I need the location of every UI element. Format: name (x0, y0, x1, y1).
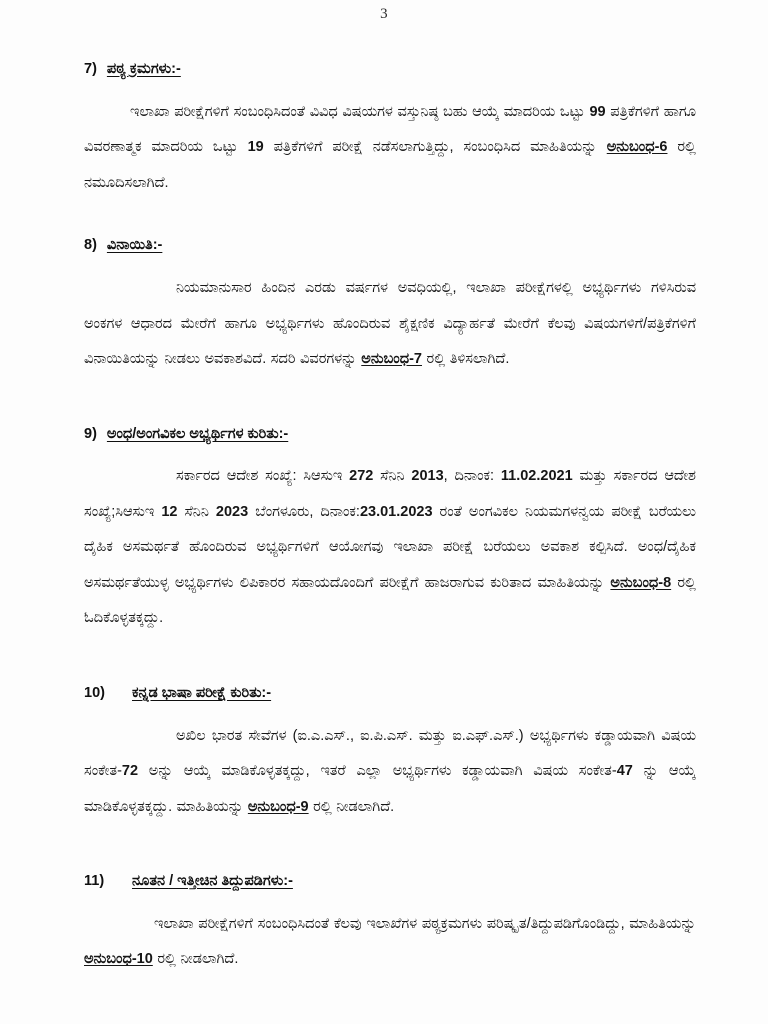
annexure-reference: ಅನುಬಂಧ-7 (361, 351, 422, 368)
annexure-reference: ಅನುಬಂಧ-8 (610, 574, 672, 591)
inline-number: 2023 (215, 503, 249, 520)
section-7-title: ಪಠ್ಯ ಕ್ರಮಗಳು:- (106, 61, 181, 77)
section-7-paragraph: ಇಲಾಖಾ ಪರೀಕ್ಷೆಗಳಿಗೆ ಸಂಬಂಧಿಸಿದಂತೆ ವಿವಿಧ ವಿಷಯಗಳ ವಸ್ತುನಿಷ್ಠ ಬಹು ಆಯ್ಕೆ ಮಾದರಿಯ ಒಟ್ಟು 99 ಪತ್ರಿಕೆಗಳಿಗೆ ಹಾಗೂ ವಿವರಣಾತ್ಮಕ ಮಾದರಿಯ ಒಟ್ಟು 19 ಪತ್ರಿಕೆಗಳಿಗೆ ಪರೀಕ್ಷೆ ನಡೆಸಲಾಗುತ್ತಿದ್ದು, ಸಂಬಂಧಿಸಿದ ಮಾಹಿತಿಯನ್ನು ಅನುಬಂಧ-6 ರಲ್ಲಿ ನಮೂದಿಸಲಾಗಿದೆ. (84, 103, 697, 191)
section-7 (84, 59, 696, 201)
annexure-reference: ಅನುಬಂಧ-6 (606, 139, 668, 156)
section-9 (84, 424, 696, 637)
section-10-title: ಕನ್ನಡ ಭಾಷಾ ಪರೀಕ್ಷೆ ಕುರಿತು:- (132, 684, 272, 701)
inline-number: 23.01.2023 (359, 503, 433, 520)
document-body (0, 23, 768, 978)
inline-number: 11.02.2021 (500, 468, 573, 485)
inline-number: 12 (161, 503, 178, 520)
section-11-heading (84, 871, 696, 893)
section-10-paragraph: ಅಖಿಲ ಭಾರತ ಸೇವೆಗಳ (ಐ.ಎ.ಎಸ್., ಐ.ಪಿ.ಎಸ್. ಮತ್ತು ಐ.ಎಫ್.ಎಸ್.) ಅಭ್ಯರ್ಥಿಗಳು ಕಡ್ಡಾಯವಾಗಿ ವಿಷಯ ಸಂಕೇತ-72 ಅನ್ನು ಆಯ್ಕೆ ಮಾಡಿಕೊಳ್ಳತಕ್ಕದ್ದು, ಇತರೆ ಎಲ್ಲಾ ಅಭ್ಯರ್ಥಿಗಳು ಕಡ್ಡಾಯವಾಗಿ ವಿಷಯ ಸಂಕೇತ-47 ನ್ನು ಆಯ್ಕೆ ಮಾಡಿಕೊಳ್ಳತಕ್ಕದ್ದು. ಮಾಹಿತಿಯನ್ನು ಅನುಬಂಧ-9 ರಲ್ಲಿ ನೀಡಲಾಗಿದೆ. (84, 727, 696, 815)
section-10-heading (84, 683, 696, 705)
page-number: 3 (380, 6, 388, 22)
inline-number: 272 (349, 468, 374, 485)
section-9-title: ಅಂಧ/ಅಂಗವಿಕಲ ಅಭ್ಯರ್ಥಿಗಳ ಕುರಿತು:- (106, 425, 289, 442)
section-10 (84, 683, 696, 825)
section-11-paragraph: ಇಲಾಖಾ ಪರೀಕ್ಷೆಗಳಿಗೆ ಸಂಬಂಧಿಸಿದಂತೆ ಕೆಲವು ಇಲಾಖೆಗಳ ಪಠ್ಯಕ್ರಮಗಳು ಪರಿಷ್ಕೃತ/ತಿದ್ದುಪಡಿಗೊಂಡಿದ್ದು, ಮಾಹಿತಿಯನ್ನು ಅನುಬಂಧ-10 ರಲ್ಲಿ ನೀಡಲಾಗಿದೆ. (84, 915, 696, 968)
section-8-number: 8) (84, 237, 97, 254)
section-8-title: ವಿನಾಯಿತಿ:- (106, 237, 163, 254)
inline-number: 99 (589, 103, 606, 120)
inline-number: 47 (616, 763, 633, 780)
section-7-heading (84, 59, 696, 81)
section-8-paragraph: ನಿಯಮಾನುಸಾರ ಹಿಂದಿನ ಎರಡು ವರ್ಷಗಳ ಅವಧಿಯಲ್ಲಿ, ಇಲಾಖಾ ಪರೀಕ್ಷೆಗಳಲ್ಲಿ ಅಭ್ಯರ್ಥಿಗಳು ಗಳಿಸಿರುವ ಅಂಕಗಳ ಆಧಾರದ ಮೇರೆಗೆ ಹಾಗೂ ಅಭ್ಯರ್ಥಿಗಳು ಹೊಂದಿರುವ ಶೈಕ್ಷಣಿಕ ವಿದ್ಯಾರ್ಹತೆ ಮೇರೆಗೆ ಕೆಲವು ವಿಷಯಗಳಿಗೆ/ಪತ್ರಿಕೆಗಳಿಗೆ ವಿನಾಯಿತಿಯನ್ನು ನೀಡಲು ಅವಕಾಶವಿದೆ. ಸದರಿ ವಿವರಗಳನ್ನು ಅನುಬಂಧ-7 ರಲ್ಲಿ ತಿಳಿಸಲಾಗಿದೆ. (84, 280, 696, 368)
inline-number: 72 (121, 763, 139, 780)
annexure-reference: ಅನುಬಂಧ-9 (247, 798, 309, 815)
annexure-reference: ಅನುಬಂಧ-10 (84, 951, 153, 968)
section-11 (84, 871, 696, 978)
section-9-paragraph: ಸರ್ಕಾರದ ಆದೇಶ ಸಂಖ್ಯೆ: ಸಿಆಸುಇ 272 ಸೆನಿನಿ 2013, ದಿನಾಂಕ: 11.02.2021 ಮತ್ತು ಸರ್ಕಾರದ ಆದೇಶ ಸಂಖ್ಯೆ;ಸಿಆಸುಇ 12 ಸೆನಿನಿ 2023 ಬೆಂಗಳೂರು, ದಿನಾಂಕ:23.01.2023 ರಂತೆ ಅಂಗವಿಕಲ ನಿಯಮಗಳನ್ವಯ ಪರೀಕ್ಷೆ ಬರೆಯಲು ದೈಹಿಕ ಅಸಮರ್ಥತೆ ಹೊಂದಿರುವ ಅಭ್ಯರ್ಥಿಗಳಿಗೆ ಆಯೋಗವು ಇಲಾಖಾ ಪರೀಕ್ಷೆ ಬರೆಯಲು ಅವಕಾಶ ಕಲ್ಪಿಸಿದೆ. ಅಂಧ/ದೈಹಿಕ ಅಸಮರ್ಥತೆಯುಳ್ಳ ಅಭ್ಯರ್ಥಿಗಳು ಲಿಪಿಕಾರರ ಸಹಾಯದೊಂದಿಗೆ ಪರೀಕ್ಷೆಗೆ ಹಾಜರಾಗುವ ಕುರಿತಾದ ಮಾಹಿತಿಯನ್ನು ಅನುಬಂಧ-8 ರಲ್ಲಿ ಓದಿಕೊಳ್ಳತಕ್ಕದ್ದು. (84, 468, 697, 627)
section-9-number: 9) (84, 425, 97, 442)
section-7-number: 7) (84, 61, 97, 77)
section-11-number: 11) (84, 873, 105, 890)
section-8-heading (84, 235, 696, 257)
section-10-number: 10) (84, 684, 105, 701)
section-9-heading (84, 424, 696, 446)
section-8 (84, 235, 696, 377)
inline-number: 19 (247, 139, 264, 156)
inline-number: 2013 (411, 468, 444, 485)
section-11-title: ನೂತನ / ಇತ್ತೀಚಿನ ತಿದ್ದುಪಡಿಗಳು:- (132, 873, 293, 890)
